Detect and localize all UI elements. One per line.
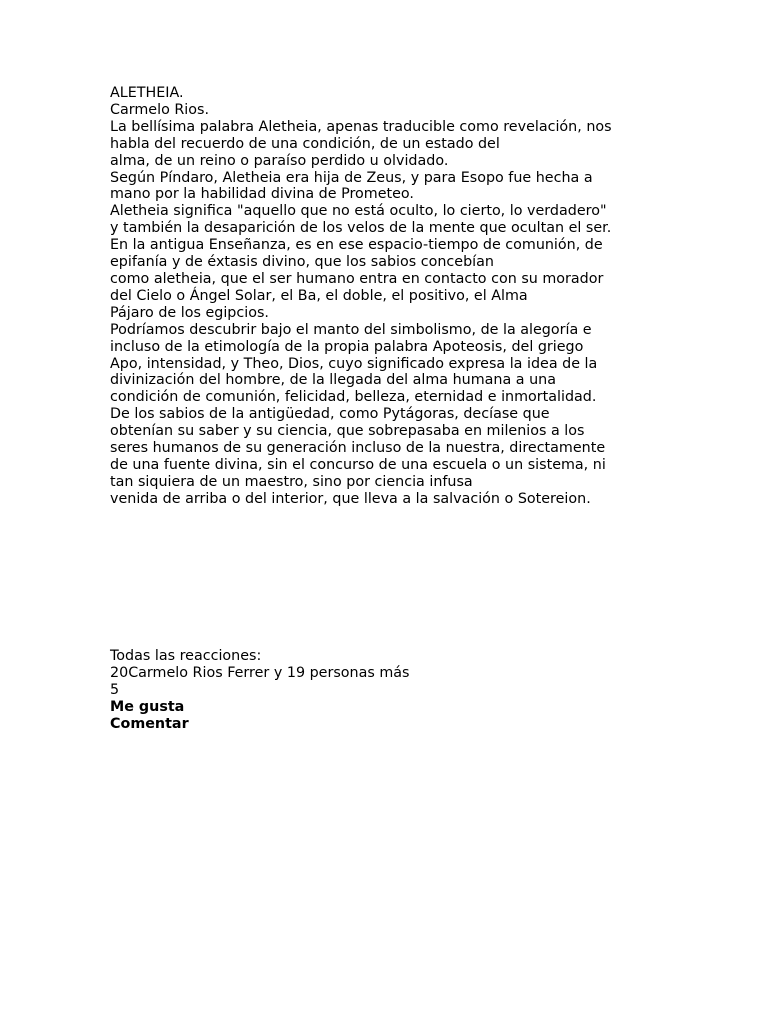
- paragraph-line: Podríamos descubrir bajo el manto del simbolismo, de la alegoría e: [110, 321, 592, 338]
- paragraph-line: condición de comunión, felicidad, belleza, eternidad e inmortalidad.: [110, 389, 597, 406]
- paragraph-line: En la antigua Enseñanza, es en ese espacio-tiempo de comunión, de: [110, 237, 603, 254]
- paragraph-line: como aletheia, que el ser humano entra en contacto con su morador: [110, 270, 604, 287]
- paragraph-line: tan siquiera de un maestro, sino por ciencia infusa: [110, 473, 473, 490]
- paragraph-line: y también la desaparición de los velos de la mente que ocultan el ser.: [110, 220, 612, 237]
- paragraph-line: obtenían su saber y su ciencia, que sobrepasaba en milenios a los: [110, 423, 585, 440]
- paragraph-line: incluso de la etimología de la propia palabra Apoteosis, del griego: [110, 338, 584, 355]
- paragraph-line: epifanía y de éxtasis divino, que los sabios concebían: [110, 254, 494, 271]
- paragraph-line: mano por la habilidad divina de Prometeo.: [110, 186, 414, 203]
- paragraph-line: De los sabios de la antigüedad, como Pytágoras, decíase que: [110, 406, 550, 423]
- paragraph-line: Aletheia significa "aquello que no está oculto, lo cierto, lo verdadero": [110, 203, 607, 220]
- reactions-summary[interactable]: 20Carmelo Rios Ferrer y 19 personas más: [110, 664, 410, 681]
- article-author: Carmelo Rios.: [110, 101, 210, 118]
- comment-button[interactable]: Comentar: [110, 715, 189, 732]
- reactions-section: [110, 648, 670, 733]
- paragraph-line: de una fuente divina, sin el concurso de una escuela o un sistema, ni: [110, 456, 606, 473]
- paragraph-line: Apo, intensidad, y Theo, Dios, cuyo significado expresa la idea de la: [110, 355, 598, 372]
- like-button[interactable]: Me gusta: [110, 698, 185, 715]
- article-body: [110, 85, 670, 508]
- comment-count: 5: [110, 681, 120, 698]
- paragraph-line: La bellísima palabra Aletheia, apenas traducible como revelación, nos: [110, 118, 612, 135]
- paragraph-line: Pájaro de los egipcios.: [110, 304, 269, 321]
- article-title: ALETHEIA.: [110, 85, 184, 101]
- paragraph-line: seres humanos de su generación incluso de la nuestra, directamente: [110, 440, 606, 457]
- paragraph-line: del Cielo o Ángel Solar, el Ba, el doble, el positivo, el Alma: [110, 287, 528, 304]
- reactions-label: Todas las reacciones:: [110, 648, 262, 664]
- paragraph-line: habla del recuerdo de una condición, de un estado del: [110, 135, 500, 152]
- paragraph-line: alma, de un reino o paraíso perdido u olvidado.: [110, 152, 449, 169]
- paragraph-line: venida de arriba o del interior, que lleva a la salvación o Sotereion.: [110, 490, 591, 507]
- paragraph-line: Según Píndaro, Aletheia era hija de Zeus, y para Esopo fue hecha a: [110, 169, 593, 186]
- paragraph-line: divinización del hombre, de la llegada del alma humana a una: [110, 372, 556, 389]
